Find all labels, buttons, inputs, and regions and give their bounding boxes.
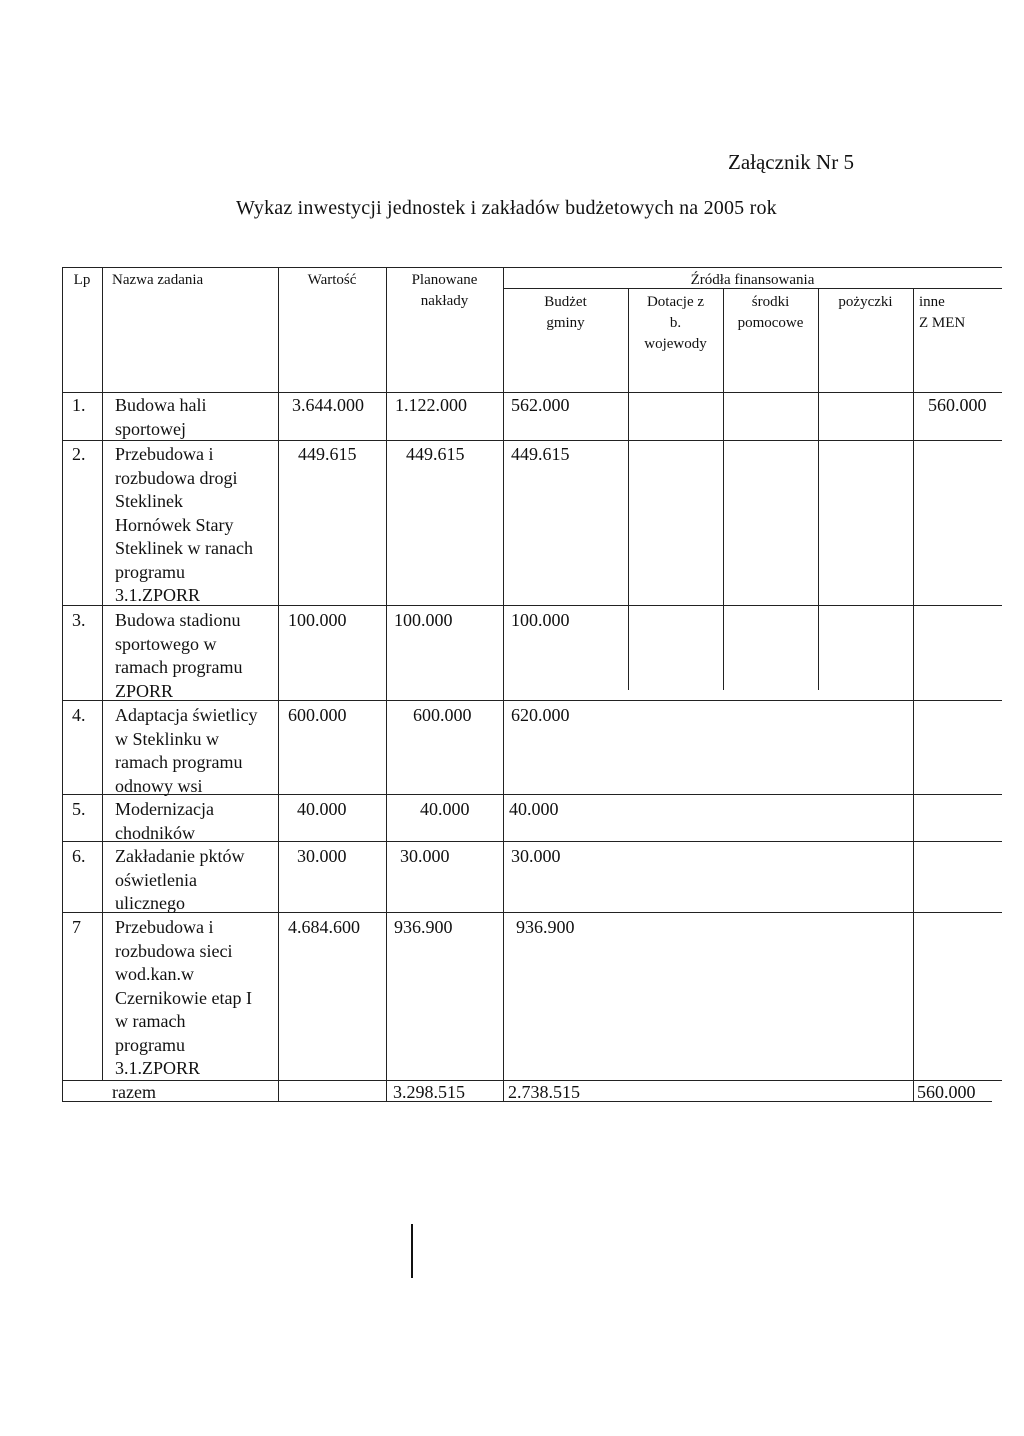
header-sources: Źródła finansowania [690,272,815,288]
row-7-name: Przebudowa i rozbudowa sieci wod.kan.w Czernikowie etap I w ramach programu 3.1.ZPORR [115,917,252,1078]
header-planned: Planowane nakłady [411,272,478,309]
header-loans: pożyczki [838,294,893,310]
column-border [278,267,279,1102]
row-1-other: 560.000 [928,395,987,415]
row-3-budget: 100.000 [511,610,570,630]
table-top-border [62,267,1002,268]
column-border [913,288,914,1102]
row-7-budget: 936.900 [516,917,575,937]
row-4-planned: 600.000 [413,705,472,725]
row-2-value: 449.615 [298,444,357,464]
column-border [503,267,504,1102]
row-6-value: 30.000 [297,846,347,866]
total-planned: 3.298.515 [393,1082,465,1102]
header-name: Nazwa zadania [112,272,204,288]
row-4-budget: 620.000 [511,705,570,725]
header-lp: Lp [73,272,91,288]
header-other: inne Z MEN [919,294,966,331]
attachment-label: Załącznik Nr 5 [728,150,854,174]
row-1-planned: 1.122.000 [395,395,467,415]
row-5-planned: 40.000 [420,799,470,819]
row-4-name: Adaptacja świetlicy w Steklinku w ramach programu odnowy wsi [115,705,258,796]
header-bottom-border [62,392,1002,393]
row-4-lp: 4. [72,705,86,725]
total-other: 560.000 [917,1082,976,1102]
header-grants: Dotacje z b. wojewody [644,294,707,352]
row-7-planned: 936.900 [394,917,453,937]
row-2-planned: 449.615 [406,444,465,464]
total-label: razem [112,1082,156,1102]
row-3-lp: 3. [72,610,86,630]
header-value: Wartość [307,272,357,288]
row-7-lp: 7 [72,917,81,937]
total-budget: 2.738.515 [508,1082,580,1102]
header-aid: środki pomocowe [737,294,804,331]
row-3-name: Budowa stadionu sportowego w ramach programu ZPORR [115,610,243,701]
row-5-value: 40.000 [297,799,347,819]
row-5-budget: 40.000 [509,799,559,819]
column-border [386,267,387,1102]
row-4-value: 600.000 [288,705,347,725]
column-border [818,288,819,690]
row-1-name: Budowa hali sportowej [115,395,207,439]
row-3-planned: 100.000 [394,610,453,630]
document-title: Wykaz inwestycji jednostek i zakładów budżetowych na 2005 rok [236,197,777,219]
row-7-value: 4.684.600 [288,917,360,937]
row-1-budget: 562.000 [511,395,570,415]
row-3-value: 100.000 [288,610,347,630]
row-6-budget: 30.000 [511,846,561,866]
row-5-name: Modernizacja chodników [115,799,214,843]
header-budget: Budżet gminy [544,294,587,331]
row-5-lp: 5. [72,799,86,819]
column-border [62,267,63,1102]
column-border [723,288,724,690]
row-6-planned: 30.000 [400,846,450,866]
row-1-value: 3.644.000 [292,395,364,415]
row-2-lp: 2. [72,444,86,464]
row-2-name: Przebudowa i rozbudowa drogi Steklinek Hornówek Stary Steklinek w ranach programu 3.1.ZPORR [115,444,253,605]
row-6-lp: 6. [72,846,86,866]
scan-mark [411,1224,413,1278]
row-6-name: Zakładanie pktów oświetlenia ulicznego [115,846,245,913]
column-border [102,267,103,1081]
row-2-budget: 449.615 [511,444,570,464]
row-1-lp: 1. [72,395,86,415]
